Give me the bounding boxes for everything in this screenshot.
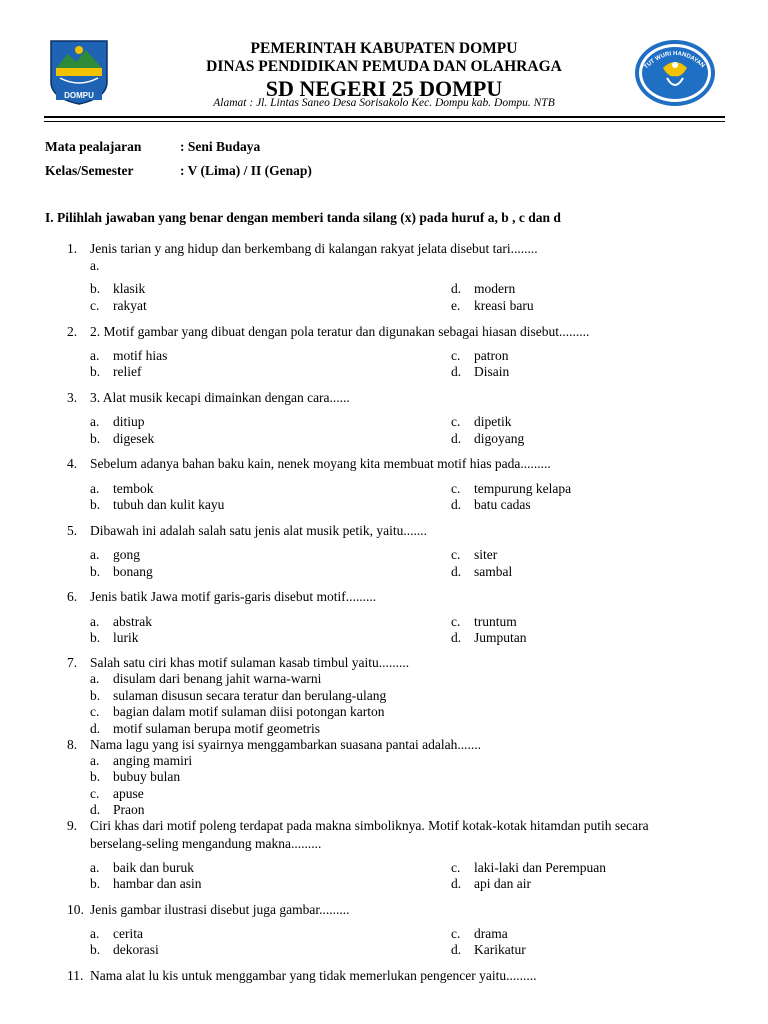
question-text: Ciri khas dari motif poleng terdapat pada makna simboliknya. Motif kotak-kotak hitamdan putih secara xyxy=(90,818,649,833)
option-text: api dan air xyxy=(474,876,531,891)
question-text: Nama lagu yang isi syairnya menggambarkan suasana pantai adalah....... xyxy=(90,737,481,752)
option-label: e. xyxy=(451,298,461,313)
question-number: 3. xyxy=(67,390,78,405)
option-text: tembok xyxy=(113,481,154,496)
option-text: tempurung kelapa xyxy=(474,481,572,496)
option-label: b. xyxy=(90,364,101,379)
option-label: c. xyxy=(90,704,100,719)
header-address: Alamat : Jl. Lintas Saneo Desa Sorisakolo Kec. Dompu kab. Dompu. NTB xyxy=(213,97,555,109)
question-text: 2. Motif gambar yang dibuat dengan pola teratur dan digunakan sebagai hiasan disebut......... xyxy=(90,324,590,339)
question-text: Nama alat lu kis untuk menggambar yang tidak memerlukan pengencer yaitu......... xyxy=(90,968,537,983)
option-text: siter xyxy=(474,547,498,562)
option-label: b. xyxy=(90,431,101,446)
svg-text:TUT WURI HANDAYANI: TUT WURI HANDAYAN xyxy=(643,50,706,71)
option-text: apuse xyxy=(113,786,144,801)
question-text: Jenis tarian y ang hidup dan berkembang di kalangan rakyat jelata disebut tari........ xyxy=(90,241,538,256)
option-text: rakyat xyxy=(113,298,147,313)
option-label: b. xyxy=(90,769,101,784)
option-text: motif hias xyxy=(113,348,168,363)
option-label: a. xyxy=(90,348,100,363)
question-text: Jenis batik Jawa motif garis-garis disebut motif......... xyxy=(90,589,377,604)
question-number: 4. xyxy=(67,456,78,471)
option-label: b. xyxy=(90,942,101,957)
option-label: a. xyxy=(90,671,100,686)
option-text: dipetik xyxy=(474,414,512,429)
option-label: a. xyxy=(90,926,100,941)
option-label: d. xyxy=(451,281,462,296)
question-number: 7. xyxy=(67,655,78,670)
option-text: motif sulaman berupa motif geometris xyxy=(113,721,320,736)
subject-label: Mata pealajaran xyxy=(45,139,142,154)
option-text: relief xyxy=(113,364,142,379)
option-text: truntum xyxy=(474,614,517,629)
option-label: c. xyxy=(451,926,461,941)
option-label: c. xyxy=(451,414,461,429)
option-label: a. xyxy=(90,614,100,629)
option-text: digoyang xyxy=(474,431,525,446)
question-number: 2. xyxy=(67,324,78,339)
question-text: Dibawah ini adalah salah satu jenis alat musik petik, yaitu....... xyxy=(90,523,428,538)
header-divider-thick xyxy=(44,116,725,118)
option-text: patron xyxy=(474,348,509,363)
header-department: DINAS PENDIDIKAN PEMUDA DAN OLAHRAGA xyxy=(206,58,562,75)
option-text: batu cadas xyxy=(474,497,531,512)
option-label: b. xyxy=(90,281,101,296)
option-label: a. xyxy=(90,860,100,875)
option-label: d. xyxy=(90,721,101,736)
option-text: anging mamiri xyxy=(113,753,193,768)
option-text: bonang xyxy=(113,564,153,579)
option-label: a. xyxy=(90,481,100,496)
option-text: bubuy bulan xyxy=(113,769,181,784)
option-text: tubuh dan kulit kayu xyxy=(113,497,225,512)
option-text: laki-laki dan Perempuan xyxy=(474,860,606,875)
option-label: d. xyxy=(451,630,462,645)
question-text: 3. Alat musik kecapi dimainkan dengan cara...... xyxy=(90,390,350,405)
option-label: b. xyxy=(90,630,101,645)
option-text: Disain xyxy=(474,364,510,379)
option-text: Praon xyxy=(113,802,145,817)
header-government: PEMERINTAH KABUPATEN DOMPU xyxy=(250,40,518,57)
question-extra-label: a. xyxy=(90,258,100,273)
option-label: c. xyxy=(451,860,461,875)
question-number: 11. xyxy=(67,968,84,983)
option-text: klasik xyxy=(113,281,146,296)
option-label: a. xyxy=(90,414,100,429)
option-label: c. xyxy=(451,481,461,496)
subject-value: : Seni Budaya xyxy=(180,139,261,154)
section-instruction: I. Pilihlah jawaban yang benar dengan memberi tanda silang (x) pada huruf a, b , c dan d xyxy=(45,210,561,225)
question-number: 6. xyxy=(67,589,78,604)
option-text: sulaman disusun secara teratur dan berulang-ulang xyxy=(113,688,387,703)
option-label: d. xyxy=(451,876,462,891)
question-number: 10. xyxy=(67,902,84,917)
option-text: abstrak xyxy=(113,614,152,629)
option-text: cerita xyxy=(113,926,143,941)
option-text: drama xyxy=(474,926,508,941)
option-text: disulam dari benang jahit warna-warni xyxy=(113,671,322,686)
option-label: c. xyxy=(90,786,100,801)
option-label: c. xyxy=(451,348,461,363)
option-text: bagian dalam motif sulaman diisi potongan karton xyxy=(113,704,385,719)
option-text: dekorasi xyxy=(113,942,159,957)
option-label: b. xyxy=(90,564,101,579)
option-label: d. xyxy=(451,564,462,579)
option-text: Jumputan xyxy=(474,630,527,645)
option-label: c. xyxy=(90,298,100,313)
option-label: c. xyxy=(451,614,461,629)
option-label: d. xyxy=(90,802,101,817)
question-text-continued: berselang-seling mengandung makna......... xyxy=(90,836,322,851)
class-label: Kelas/Semester xyxy=(45,163,134,178)
option-label: b. xyxy=(90,876,101,891)
class-value: : V (Lima) / II (Genap) xyxy=(180,163,312,178)
question-number: 9. xyxy=(67,818,78,833)
svg-text:DOMPU: DOMPU xyxy=(64,91,94,100)
option-text: sambal xyxy=(474,564,513,579)
option-label: a. xyxy=(90,753,100,768)
option-label: b. xyxy=(90,688,101,703)
option-text: lurik xyxy=(113,630,139,645)
option-label: c. xyxy=(451,547,461,562)
option-text: gong xyxy=(113,547,140,562)
question-number: 5. xyxy=(67,523,78,538)
question-text: Sebelum adanya bahan baku kain, nenek moyang kita membuat motif hias pada......... xyxy=(90,456,551,471)
question-text: Salah satu ciri khas motif sulaman kasab timbul yaitu......... xyxy=(90,655,410,670)
question-number: 1. xyxy=(67,241,78,256)
option-text: ditiup xyxy=(113,414,145,429)
option-label: d. xyxy=(451,942,462,957)
option-text: baik dan buruk xyxy=(113,860,194,875)
header-school-name: SD NEGERI 25 DOMPU xyxy=(265,76,503,101)
option-label: b. xyxy=(90,497,101,512)
option-text: digesek xyxy=(113,431,155,446)
option-text: Karikatur xyxy=(474,942,526,957)
option-text: kreasi baru xyxy=(474,298,534,313)
header-divider-thin xyxy=(44,121,725,122)
option-text: modern xyxy=(474,281,516,296)
option-label: d. xyxy=(451,497,462,512)
option-label: d. xyxy=(451,431,462,446)
option-label: a. xyxy=(90,547,100,562)
question-text: Jenis gambar ilustrasi disebut juga gambar......... xyxy=(90,902,350,917)
option-text: hambar dan asin xyxy=(113,876,202,891)
option-label: d. xyxy=(451,364,462,379)
question-number: 8. xyxy=(67,737,78,752)
